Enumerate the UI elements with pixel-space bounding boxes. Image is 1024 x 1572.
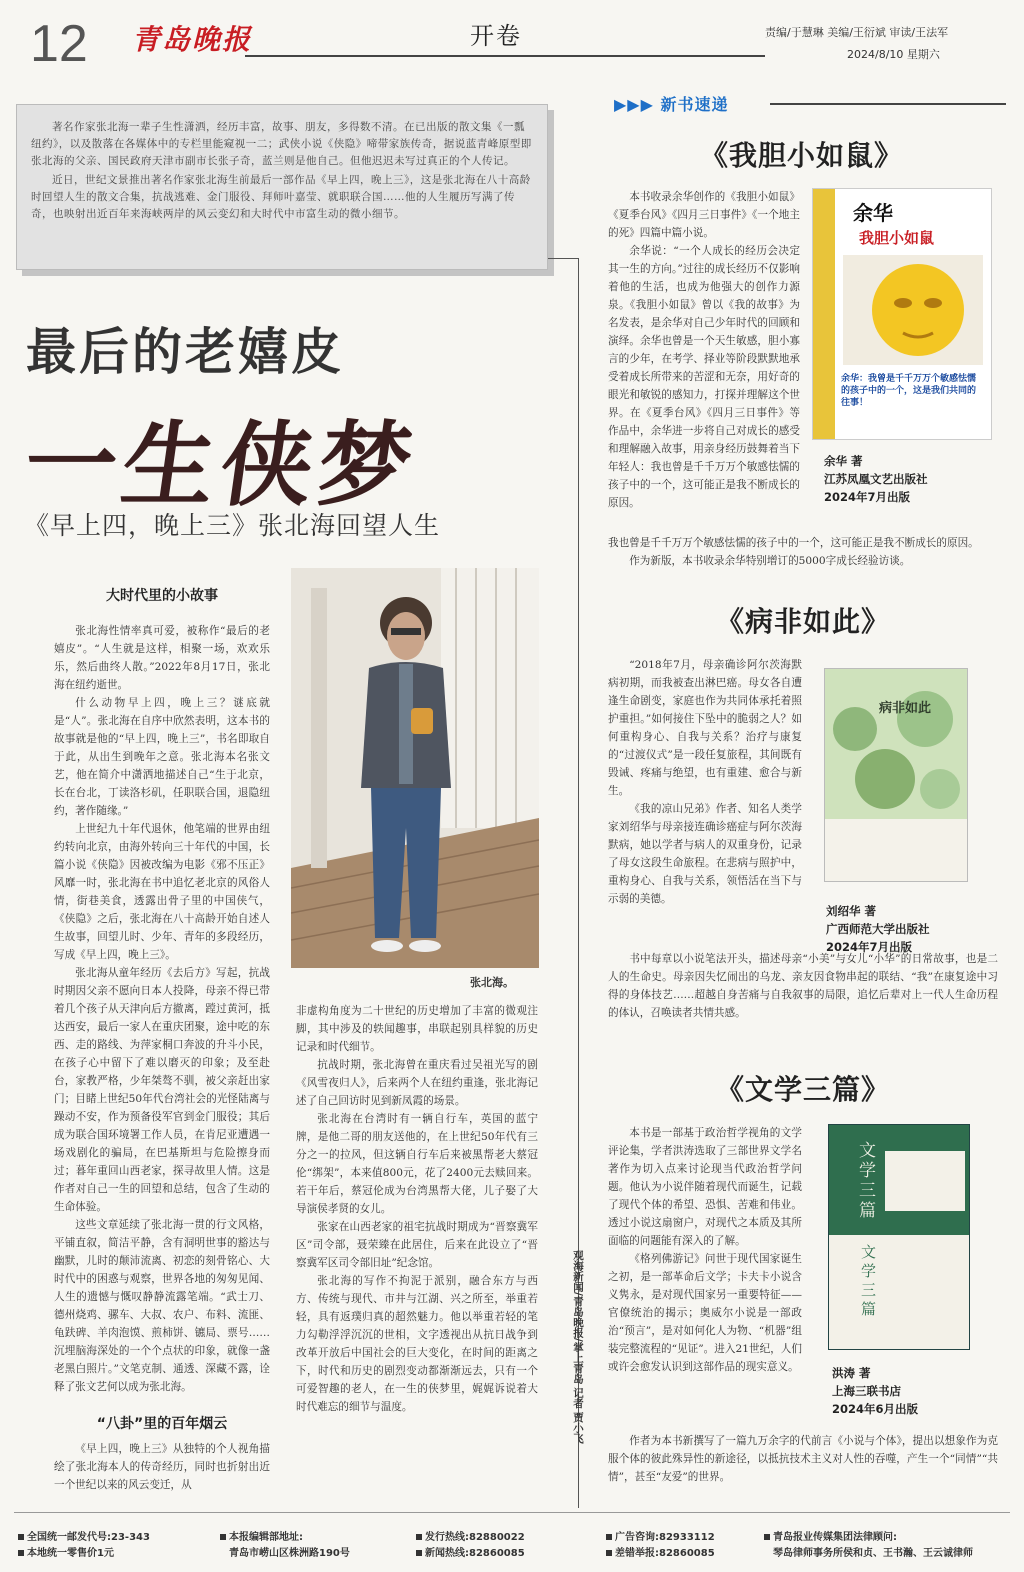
section-subheading: 大时代里的小故事 [106,588,218,604]
article-paragraph: 张北海在台湾时有一辆自行车，英国的蓝宁牌，是他二哥的朋友送他的，在上世纪50年代有三分之一的拉风，但这辆自行车后来被黑帮老大蔡冠伦“绑架”，本来值800元，花了2400元去赎回来。若干年后，蔡冠伦成为台湾黑帮大佬，儿子娶了大导演侯孝贤的女儿。 [296,1113,538,1215]
article-paragraph: 张家在山西老家的祖宅抗战时期成为“晋察冀军区”司令部，聂荣臻在此居住，后来在此设立了“晋察冀军区司令部旧址”纪念馆。 [296,1221,538,1269]
calligraphy-title: 一生侠梦 [17,411,425,519]
book-description-continued: 我也曾是千千万万个敏感怯懦的孩子中的一个，这可能正是我不断成长的原因。 作为新版，本书收录余华特别增订的5000字成长经验访谈。 [608,534,998,570]
author-photo [291,568,539,968]
article-column-1 [54,622,270,1502]
book-publication-info: 刘绍华 著 广西师范大学出版社 2024年7月出版 [826,904,930,954]
book-paragraph: 《我的凉山兄弟》作者、知名人类学家刘绍华与母亲接连确诊癌症与阿尔茨海默病，她以学者与病人的双重身份，记录了母女这段生命旅程。在悲病与照护中，重构身心、自我与关系，领悟活在当下与示弱的美德。 [608,803,802,905]
frame-connector [548,258,578,259]
book-description-continued [608,1432,998,1486]
article-paragraph: 张北海性情率真可爱，被称作“最后的老嬉皮”。“人生就是这样，相聚一场，欢欢乐乐，然后曲终人散。”2022年8月17日，张北海在纽约逝世。 [54,625,270,691]
book-publication-info: 余华 著 江苏凤凰文艺出版社 2024年7月出版 [824,454,928,504]
intro-paragraph: 著名作家张北海一辈子生性潇洒，经历丰富，故事、朋友，多得数不清。在已出版的散文集《一瓢纽约》，以及散落在各媒体中的专栏里能窥视一二；武侠小说《侠隐》啼带家族传奇，据说蓝青峰原型即张北海的父亲、国民政府天津市副市长张子奇，蓝兰则是他自己。但他迟迟未写过真正的个人传记。 [31,121,532,167]
new-books-header [614,92,729,115]
article-paragraph: 《早上四，晚上三》从独特的个人视角描绘了张北海本人的传奇经历，同时也折射出近一个世纪以来的风云变迁，从 [54,1443,270,1491]
book-paragraph: 《格列佛游记》问世于现代国家诞生之初，是一部革命后文学；卡夫卡小说含义隽永，是对现代国家另一重要特征——官僚统治的揭示；奥威尔小说是一部政治“预言”，是对如何化人为物、“机器”组装完整流程的“见证”。进入21世纪，人们或许会愈发认识到这部作品的现实意义。 [608,1253,802,1373]
footer-contacts: 广告咨询:82933112 差错举报:82860085 [606,1530,715,1562]
book-paragraph: 作为新版，本书收录余华特别增订的5000字成长经验访谈。 [629,555,911,567]
book-cover-bingfeirc: 病非如此 [824,668,968,882]
book-paragraph: 作者为本书新撰写了一篇九万余字的代前言《小说与个体》，提出以想象作为克服个体的彼此殊异性的新途径，以抵抗技术主义对人性的吞噬，产生一个“同情”“共情”，甚至“友爱”的世界。 [608,1435,998,1483]
article-paragraph: 张北海的写作不拘泥于派别，融合东方与西方、传统与现代、市井与江湖、兴之所至，举重若轻，具有返璞归真的超然魅力。他以举重若轻的笔力勾勒浮浮沉沉的世相，文字透视出从抗日战争到改革开放后中国社会的巨大变化，在时间的距离之下，时代和历史的剧烈变动都渐渐远去，只有一个可爱智趣的老人，在一生的侠梦里，娓娓诉说着大时代难忘的细节与温度。 [296,1275,538,1413]
book-description [608,188,800,512]
intro-paragraph: 近日，世纪文景推出著名作家张北海生前最后一部作品《早上四，晚上三》，这是张北海在八十高龄时回望人生的散文合集，抗战逃难、金门服役、拜师叶嘉莹、就职联合国……他的人生履历写满了传奇，也映射出近百年来海峡两岸的风云变幻和大时代中市富生动的微小细节。 [31,174,531,220]
article-headline: 最后的老嬉皮 [26,323,344,381]
article-paragraph: 非虚构角度为二十世纪的历史增加了丰富的微观注脚，其中涉及的轶闻趣事，串联起别具样貌的历史记录和时代细节。 [296,1005,538,1053]
book-paragraph: “2018年7月，母亲确诊阿尔茨海默病初期，而我被查出淋巴癌。母女各自遭逢生命剧变，家庭也作为共同体承托着照护重担。”如何接住下坠中的脆弱之人？如何重构身心、自我与关系？治疗与康复的“过渡仪式”是一段任复旅程，其间既有毁诫、疼痛与绝望，也有重建、愈合与新生。 [608,659,802,797]
newspaper-masthead: 青岛晚报 [132,23,253,56]
article-paragraph: 张北海从童年经历《去后方》写起，抗战时期因父亲不愿向日本人投降，母亲不得已带着几个孩子从天津向后方撤离，蹚过黄河，抵达西安，最后一家人在重庆团聚，途中吃的东西、走的路线、为萍家桐口奔波的升斗小民，在孩子心中留下了难以磨灭的印象；及至赴台，家教严格，少年桀骜不驯，被父亲赶出家门；目睹上世纪50年代台湾社会的光怪陆离与躁动不安，作为预备役军官到金门服役；其后成为联合国环境署工作人员，在肯尼亚遭遇一场戏剧化的骗局，在巴基斯坦与危险擦身而过；暮年重回山西老家，探寻故里人情。这是作者对自己一生的回望和总结，包含了生动的生命体验。 [54,967,270,1213]
article-paragraph: 这些文章延续了张北海一贯的行文风格，平铺直叙，简洁平静，含有洞明世事的豁达与幽默，儿时的颠沛流离、初恋的刻骨铭心、大时代中的困惑与观察，世界各地的匆匆见闻、人生的遗憾与慨叹静静流露笔端。“武士刀、德州烧鸡、骡车、大叔、农户、布料、流匪、龟趺碑、羊肉泡馍、煎柿饼、镳局、票号……沉埋脑海深处的一个个点状的印象，就像一盏老黑白照片。”文笔克制、通透、深藏不露，诠释了张文艺何以成为张北海。 [54,1219,270,1393]
intro-box [16,104,548,270]
book-description-continued [608,950,998,1022]
book-cover-wenxuesanpian: 文学三篇 文学三篇 [828,1124,970,1350]
article-paragraph: 上世纪九十年代退休，他笔端的世界由纽约转向北京，由海外转向三十年代的中国，长篇小说《侠隐》因被改编为电影《邪不压正》风靡一时，张北海在书中追忆老北京的风俗人情，街巷美食，透露出骨子里的中国侠气，《侠隐》之后，张北海在八十高龄开始自述人生故事，回望儿时、少年、青年的多段经历，写成《早上四，晚上三》。 [54,823,270,961]
book-description [608,656,802,946]
issue-date: 2024/8/10 星期六 [847,48,940,61]
footer-hotlines: 发行热线:82880022 新闻热线:82860085 [416,1530,525,1562]
editors-credit: 责编/于慧琳 美编/王衍斌 审读/王法军 [765,26,949,39]
footer-address: 本报编辑部地址: 青岛市崂山区株洲路190号 [220,1530,350,1562]
book-publication-info: 洪涛 著 上海三联书店 2024年6月出版 [832,1366,919,1416]
page-number: 12 [30,15,88,73]
section-subheading: “八卦”里的百年烟云 [54,1413,270,1433]
article-subheadline: 《早上四，晚上三》张北海回望人生 [24,511,441,540]
book-title: 《我胆小如鼠》 [700,139,904,172]
book-title: 《病非如此》 [716,605,891,638]
triple-arrow-icon: ▶▶▶ [614,95,654,114]
footer-legal: 青岛报业传媒集团法律顾问: 琴岛律师事务所侯和贞、王书瀚、王云诚律师 [764,1530,973,1562]
footer-postal: 全国统一邮发代号:23-343 本地统一零售价1元 [18,1530,150,1562]
reporter-credit: 观海新闻/青岛晚报/掌上青岛 记者 贾小飞 [572,1250,584,1444]
article-paragraph: 抗战时期，张北海曾在重庆看过吴祖光写的剧《风雪夜归人》，后来两个人在纽约重逢，张北海记述了自己回访时见到新凤霞的场景。 [296,1059,538,1107]
book-title: 《文学三篇》 [716,1073,891,1106]
photo-caption: 张北海。 [470,976,514,989]
article-column-1-continued [54,1440,270,1502]
article-paragraph: 什么动物早上四，晚上三？谜底就是“人”。张北海在自序中欣然表明，这本书的故事就是他的“早上四，晚上三”，书名即取自于此，从出生到晚年之意。张北海本名张文艺，他在简介中潇洒地描述自己“生于北京，长在台北，丁读洛杉矶，任职联合国，退隐纽约，著作随缘。” [54,697,270,817]
new-books-label: 新书速递 [660,95,729,114]
book-cover-yuhua: 余华 我胆小如鼠 余华：我曾是千千万万个敏感怯懦的孩子中的一个，这是我们共同的往事！ [812,188,992,440]
section-title: 开卷 [470,22,522,50]
book-paragraph: 书中每章以小说笔法开头，描述母亲“小美”与女儿“小华”的日常故事，也是二人的生命史。母亲因失忆闹出的乌龙、亲友因食物串起的联结、“我”在康复途中习得的身体技艺……超越自身苦痛与自我叙事的局限，追忆后辈对上一代人生命历程的体认，召唤读者共情共感。 [608,953,998,1019]
book-paragraph: 余华说：“一个人成长的经历会决定其一生的方向。”过往的成长经历不仅影响着他的生活，也成为他强大的创作力源泉。《我胆小如鼠》曾以《我的故事》为名发表，是余华对自己少年时代的回顾和演绎。余华也曾是一个天生敏感，胆小寡言的少年，在考学、择业等阶段默默地承受着成长所带来的苦涩和无奈，用好奇的眼光和敏锐的感知力，打探并理解这个世界。在《夏季台风》《四月三日事件》等作品中，余华进一步将自己对成长的感受和理解融入故事，用亲身经历鼓舞着当下年轻人：我也曾是千千万万个敏感怯懦的孩子中的一个，这可能正是我不断成长的原因。 [608,245,800,509]
header-rule [245,55,765,57]
book-description [608,1124,802,1430]
book-paragraph: 本书是一部基于政治哲学视角的文学评论集，学者洪涛选取了三部世界文学名著作为切入点来讨论现当代政治哲学问题。他认为小说伴随着现代而诞生，记载了现代个体的希望、恐惧、苦难和伟业。透过小说这扇窗户，对现代之本质及其所面临的问题能有深入的了解。 [608,1127,802,1247]
book-paragraph: 本书收录余华创作的《我胆小如鼠》《夏季台风》《四月三日事件》《一个地主的死》四篇中篇小说。 [608,191,800,239]
new-books-rule [770,103,1006,105]
footer-rule [14,1512,1010,1513]
article-column-2 [296,1002,538,1500]
